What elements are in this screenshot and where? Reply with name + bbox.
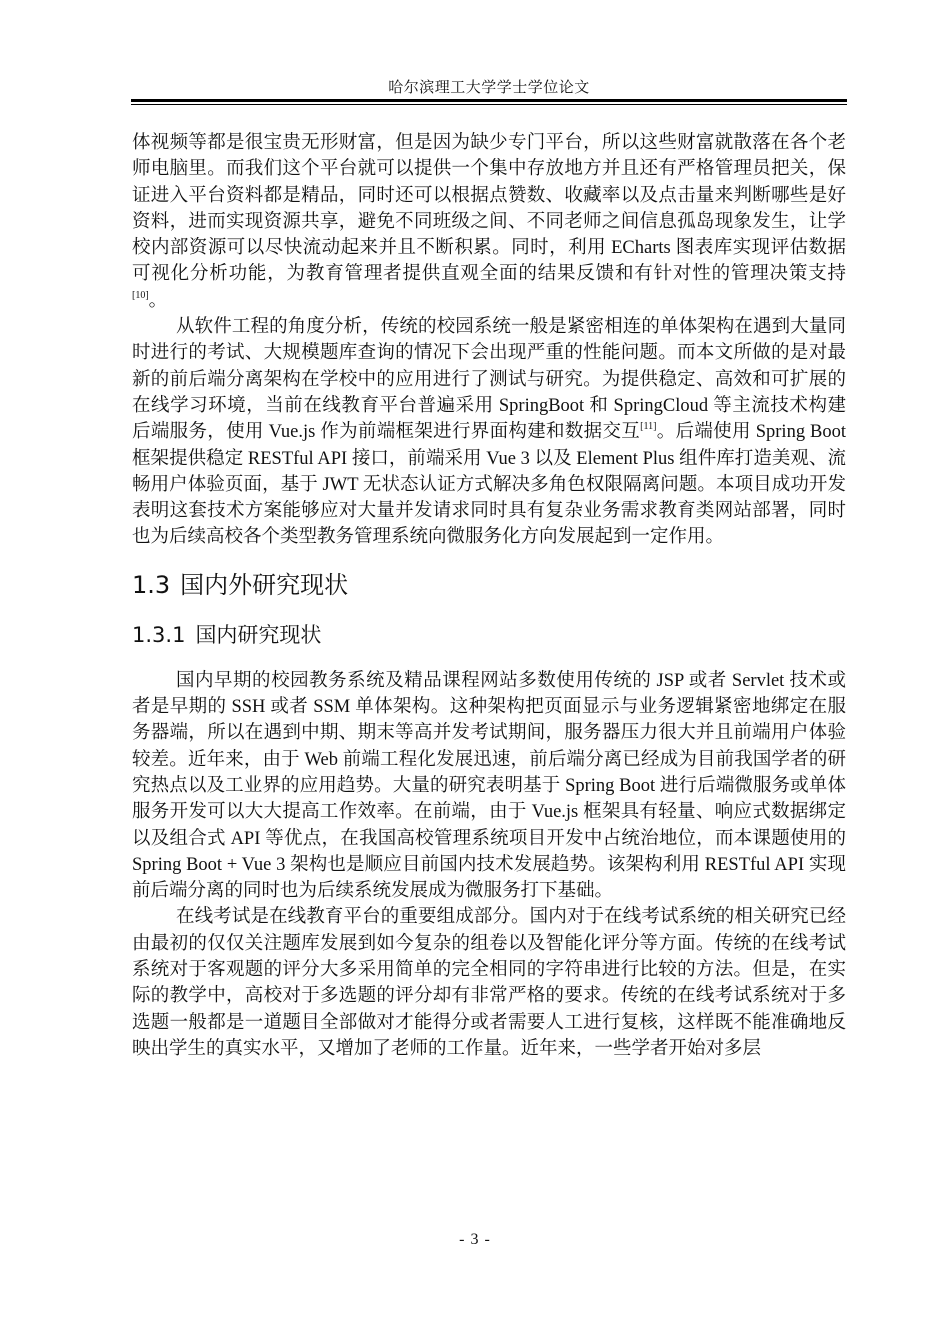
paragraph-4: 在线考试是在线教育平台的重要组成部分。国内对于在线考试系统的相关研究已经由最初的仅仅关注题库发展到如今复杂的组卷以及智能化评分等方面。传统的在线考试系统对于客观题的评分大多采用简单的完全相同的字符串进行比较的方法。但是，在实际的教学中，高校对于多选题的评分却有非常严格的要求。传统的在线考试系统对于多选题一般都是一道题目全部做对才能得分或者需要人工进行复核，这样既不能准确地反映出学生的真实水平，又增加了老师的工作量。近年来，一些学者开始对多层	[132, 907, 846, 1059]
running-header: 哈尔滨理工大学学士学位论文	[388, 78, 590, 96]
page-body	[132, 130, 846, 1062]
paragraph-1-tail: 。	[148, 290, 168, 311]
section-number: 1.3	[132, 570, 171, 599]
paragraph-3: 国内早期的校园教务系统及精品课程网站多数使用传统的 JSP 或者 Servlet 技术或者是早期的 SSH 或者 SSM 单体架构。这种架构把页面显示与业务逻辑紧密地绑定在服务器端，所以在遇到中期、期末等高并发考试期间，服务器压力很大并且前端用户体验较差。近年来，由于 Web 前端工程化发展迅速，前后端分离已经成为目前我国学者的研究热点以及工业界的应用趋势。大量的研究表明基于 Spring Boot 进行后端微服务或单体服务开发可以大大提高工作效率。在前端，由于 Vue.js 框架具有轻量、响应式数据绑定以及组合式 API 等优点，在我国高校管理系统项目开发中占统治地位，而本课题使用的 Spring Boot + Vue 3 架构也是顺应目前国内技术发展趋势。该架构利用 RESTful API 实现前后端分离的同时也为后续系统发展成为微服务打下基础。	[132, 670, 846, 902]
paragraph-2-tail: 。后端使用 Spring Boot 框架提供稳定 RESTful API 接口，前端采用 Vue 3 以及 Element Plus 组件库打造美观、流畅用户体验页面，基于 JWT 无状态认证方式解决多角色权限隔离问题。本项目成功开发表明这套技术方案能够应对大量并发请求同时具有复杂业务需求教育类网站部署，同时也为后续高校各个类型教务管理系统向微服务化方向发展起到一定作用。	[132, 422, 846, 548]
citation-10: [10]	[132, 289, 149, 301]
subsection-number: 1.3.1	[132, 622, 186, 647]
header-rule-thin	[131, 104, 847, 105]
subsection-title: 国内研究现状	[195, 622, 322, 647]
page-number: - 3 -	[459, 1231, 491, 1248]
paragraph-2-text: 从软件工程的角度分析，传统的校园系统一般是紧密相连的单体架构在遇到大量同时进行的考试、大规模题库查询的情况下会出现严重的性能问题。而本文所做的是对最新的前后端分离架构在学校中的应用进行了测试与研究。为提供稳定、高效和可扩展的在线学习环境，当前在线教育平台普遍采用 SpringBoot 和 SpringCloud 等主流技术构建后端服务，使用 Vue.js 作为前端框架进行界面构建和数据交互	[132, 317, 846, 443]
header-rule-thick	[131, 99, 847, 102]
paragraph-1	[132, 130, 846, 314]
section-title: 国内外研究现状	[180, 570, 349, 599]
citation-11: [11]	[640, 421, 657, 433]
paragraph-1-text: 体视频等都是很宝贵无形财富，但是因为缺少专门平台，所以这些财富就散落在各个老师电脑里。而我们这个平台就可以提供一个集中存放地方并且还有严格管理员把关，保证进入平台资料都是精品，同时还可以根据点赞数、收藏率以及点击量来判断哪些是好资料，进而实现资源共享，避免不同班级之间、不同老师之间信息孤岛现象发生，让学校内部资源可以尽快流动起来并且不断积累。同时，利用 ECharts 图表库实现评估数据可视化分析功能，为教育管理者提供直观全面的结果反馈和有针对性的管理决策支持	[132, 133, 846, 285]
subsection-heading-1-3-1	[132, 615, 846, 655]
paragraph-2	[132, 314, 846, 551]
section-heading-1-3	[132, 564, 846, 606]
